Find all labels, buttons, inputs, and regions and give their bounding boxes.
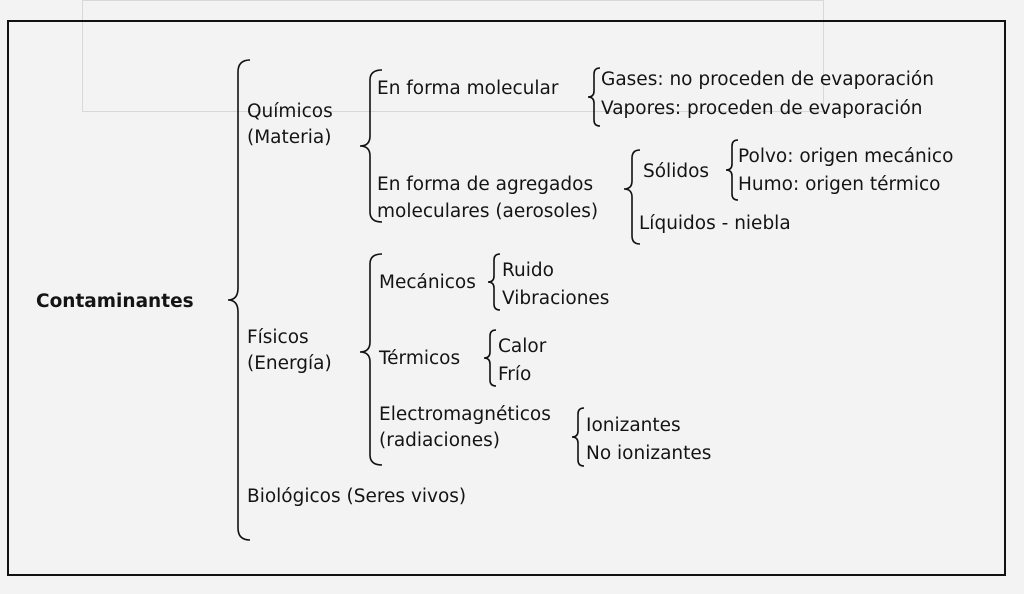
quimicos-sublabel: (Materia) [247,127,332,148]
termicos-label: Térmicos [379,348,461,369]
fisicos-sublabel: (Energía) [247,353,332,374]
vibraciones-label: Vibraciones [502,288,610,309]
brace-agregados [624,150,640,244]
no-ionizantes-label: No ionizantes [586,443,712,464]
frio-label: Frío [498,364,532,385]
calor-label: Calor [498,336,547,357]
agregados-label: En forma de agregados [377,174,594,195]
root-label: Contaminantes [36,291,194,312]
solidos-label: Sólidos [643,161,710,182]
brace-mecanicos [488,254,500,310]
brace-electro [572,408,584,466]
brace-solidos [726,140,738,200]
vapores-label: Vapores: proceden de evaporación [601,98,923,119]
brace-termicos [484,330,496,386]
electro-sublabel: (radiaciones) [379,430,500,451]
electro-label: Electromagnéticos [379,404,551,425]
liquidos-label: Líquidos - niebla [639,213,791,234]
gases-label: Gases: no proceden de evaporación [601,69,934,90]
polvo-label: Polvo: origen mecánico [738,146,954,167]
ruido-label: Ruido [502,260,554,281]
agregados-sublabel: moleculares (aerosoles) [377,201,599,222]
quimicos-label: Químicos [247,101,333,122]
mecanicos-label: Mecánicos [379,272,476,293]
biologicos-label: Biológicos (Seres vivos) [247,486,467,507]
ionizantes-label: Ionizantes [586,415,681,436]
brace-molecular [588,68,600,126]
molecular-label: En forma molecular [377,78,559,99]
humo-label: Humo: origen térmico [738,174,941,195]
fisicos-label: Físicos [247,327,309,348]
